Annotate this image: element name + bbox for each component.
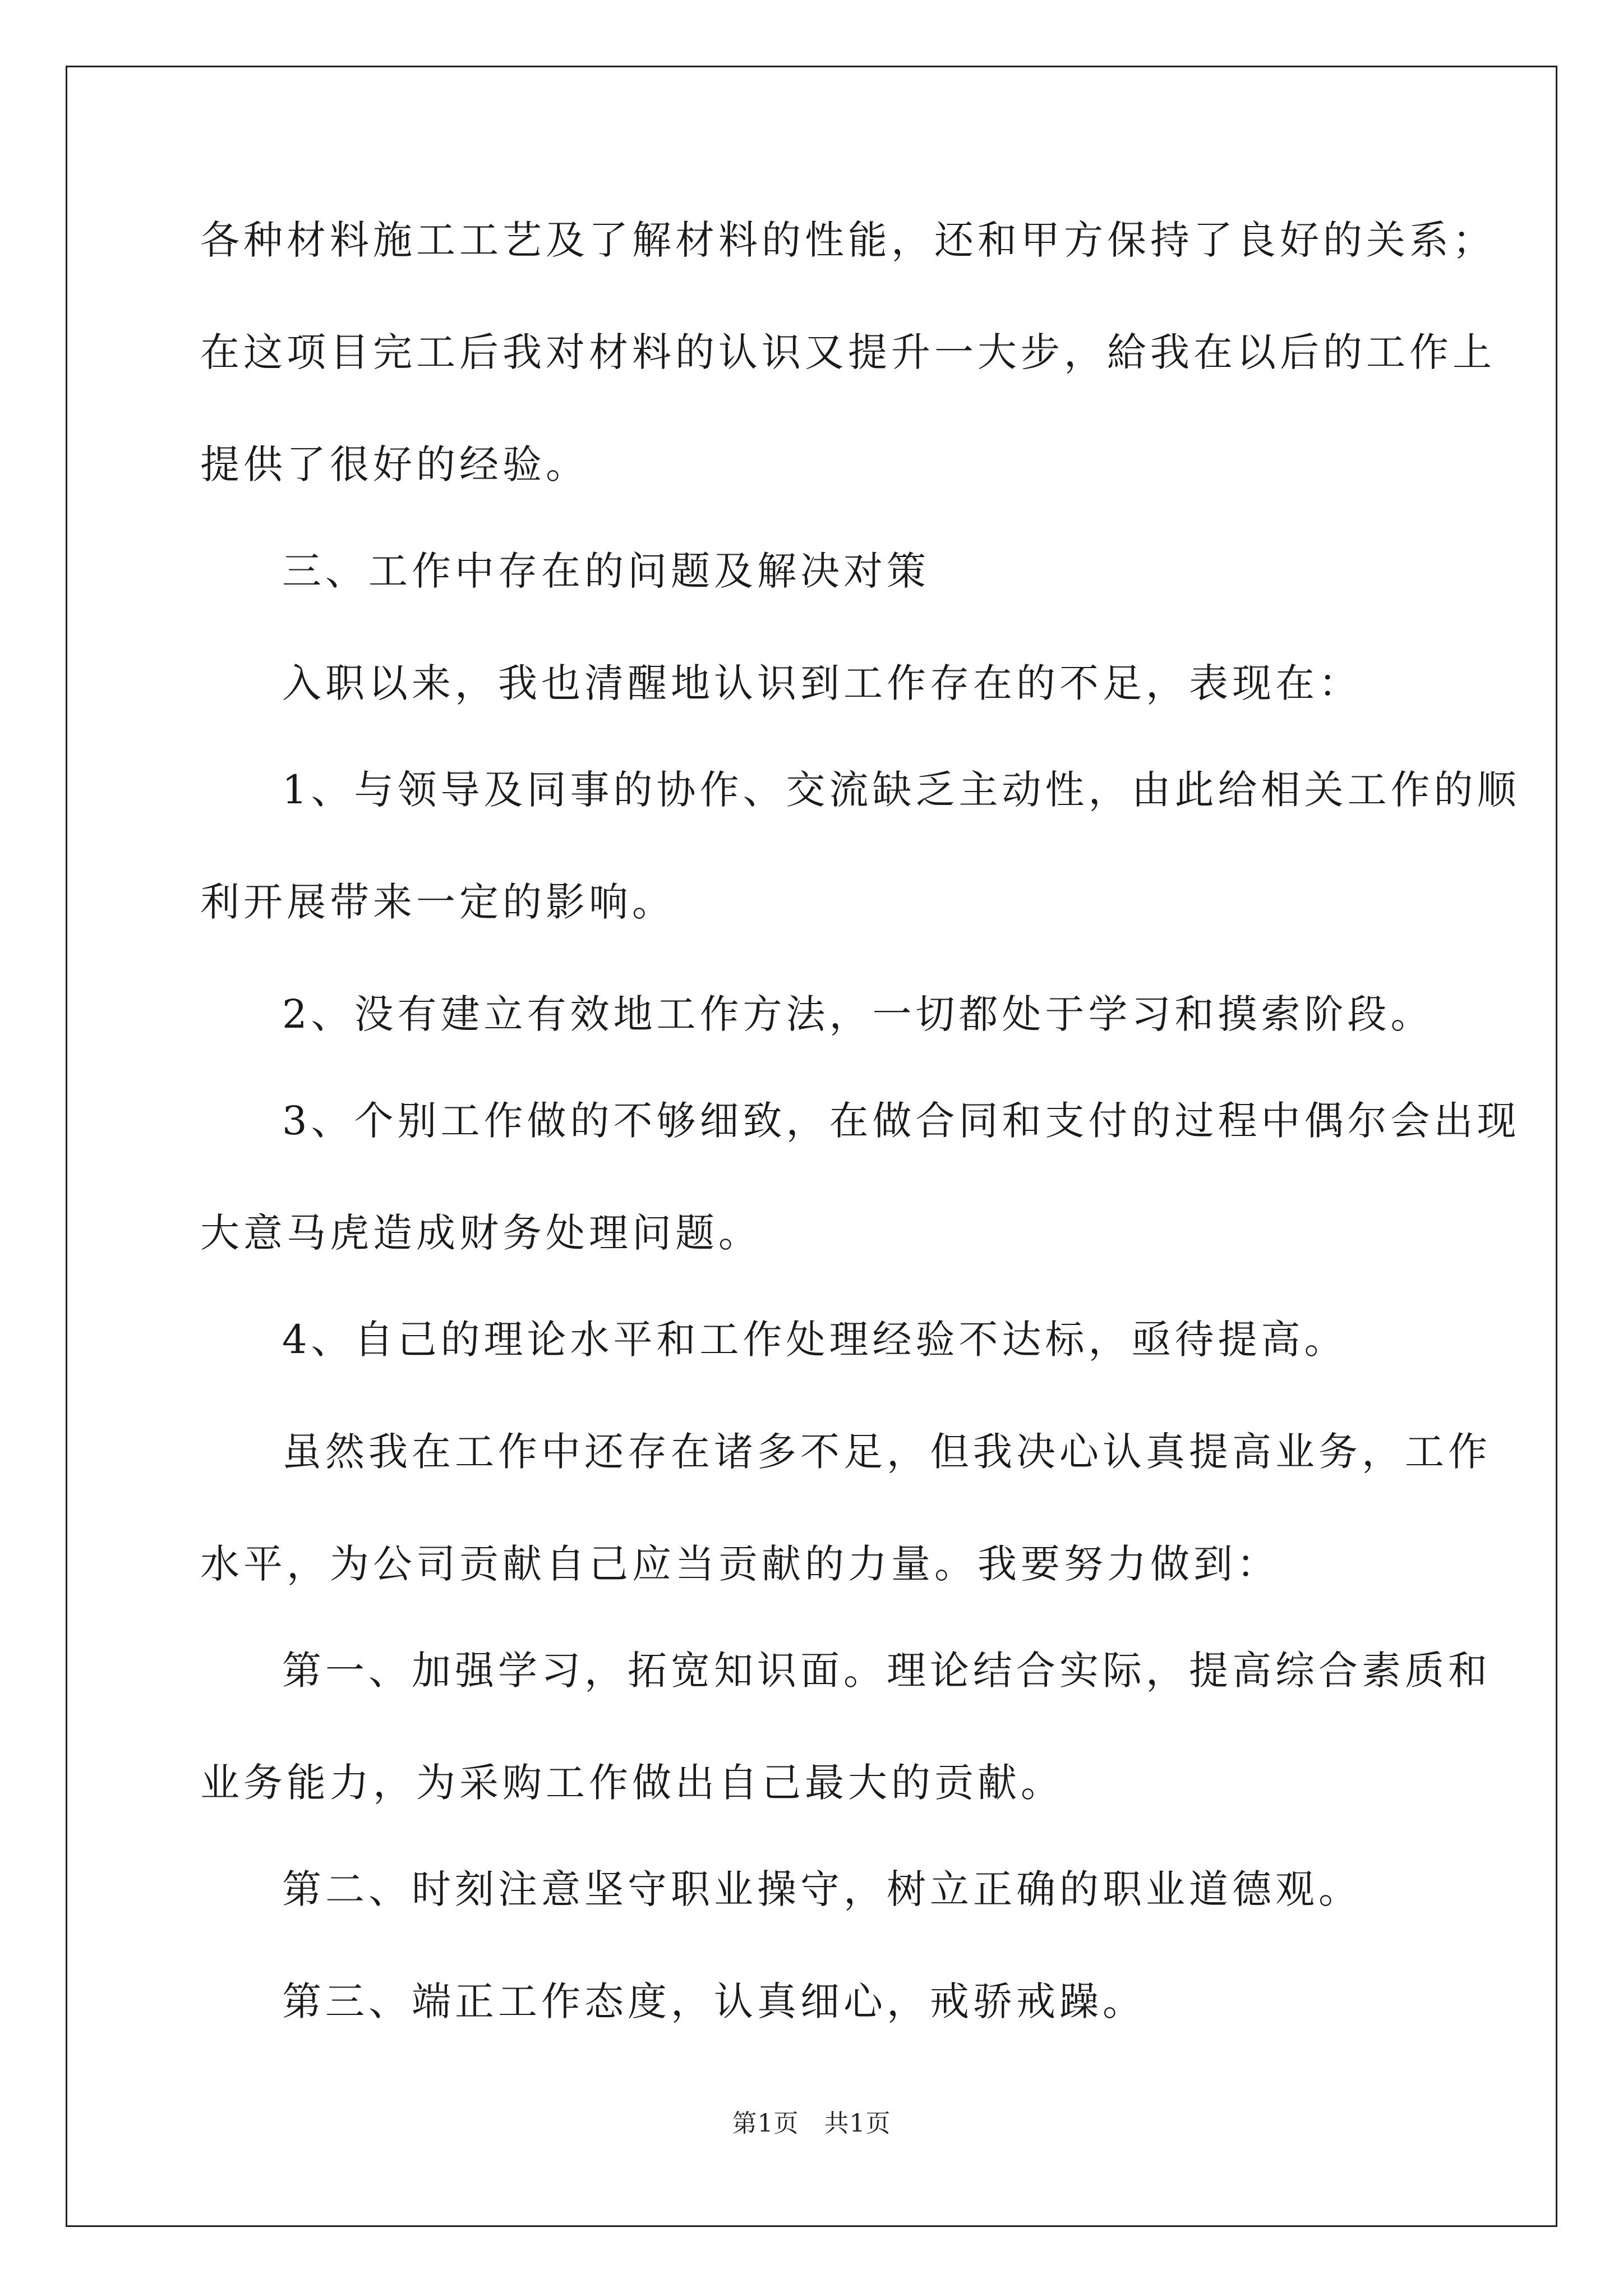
- list-item: 2、没有建立有效地工作方法，一切都处于学习和摸索阶段。: [282, 991, 1434, 1037]
- text-line: 大意马虎造成财务处理问题。: [200, 1210, 762, 1256]
- page-number-footer: 第1页 共1页: [732, 2109, 891, 2138]
- text-line: 第二、时刻注意坚守职业操守，树立正确的职业道德观。: [282, 1866, 1362, 1912]
- section-heading: 三、工作中存在的问题及解决对策: [282, 548, 930, 594]
- text-line: 水平，为公司贡献自己应当贡献的力量。我要努力做到：: [200, 1541, 1280, 1587]
- text-line: 利开展带来一定的影响。: [200, 879, 675, 925]
- text-line: 在这项目完工后我对材料的认识又提升一大步，給我在以后的工作上: [200, 329, 1496, 375]
- list-item: 4、自己的理论水平和工作处理经验不达标，亟待提高。: [282, 1317, 1348, 1363]
- list-item: 1、与领导及同事的协作、交流缺乏主动性，由此给相关工作的顺: [282, 767, 1520, 813]
- text-line: 各种材料施工工艺及了解材料的性能，还和甲方保持了良好的关系；: [200, 217, 1496, 263]
- list-item: 3、个别工作做的不够细致，在做合同和支付的过程中偶尔会出现: [282, 1098, 1520, 1144]
- text-line: 虽然我在工作中还存在诸多不足，但我决心认真提高业务，工作: [282, 1429, 1491, 1475]
- text-line: 入职以来，我也清醒地认识到工作存在的不足，表现在：: [282, 660, 1362, 706]
- text-line: 业务能力，为采购工作做出自己最大的贡献。: [200, 1760, 1064, 1806]
- text-line: 提供了很好的经验。: [200, 441, 589, 487]
- text-line: 第一、加强学习，拓宽知识面。理论结合实际，提高综合素质和: [282, 1648, 1491, 1694]
- text-line: 第三、端正工作态度，认真细心，戒骄戒躁。: [282, 1978, 1146, 2024]
